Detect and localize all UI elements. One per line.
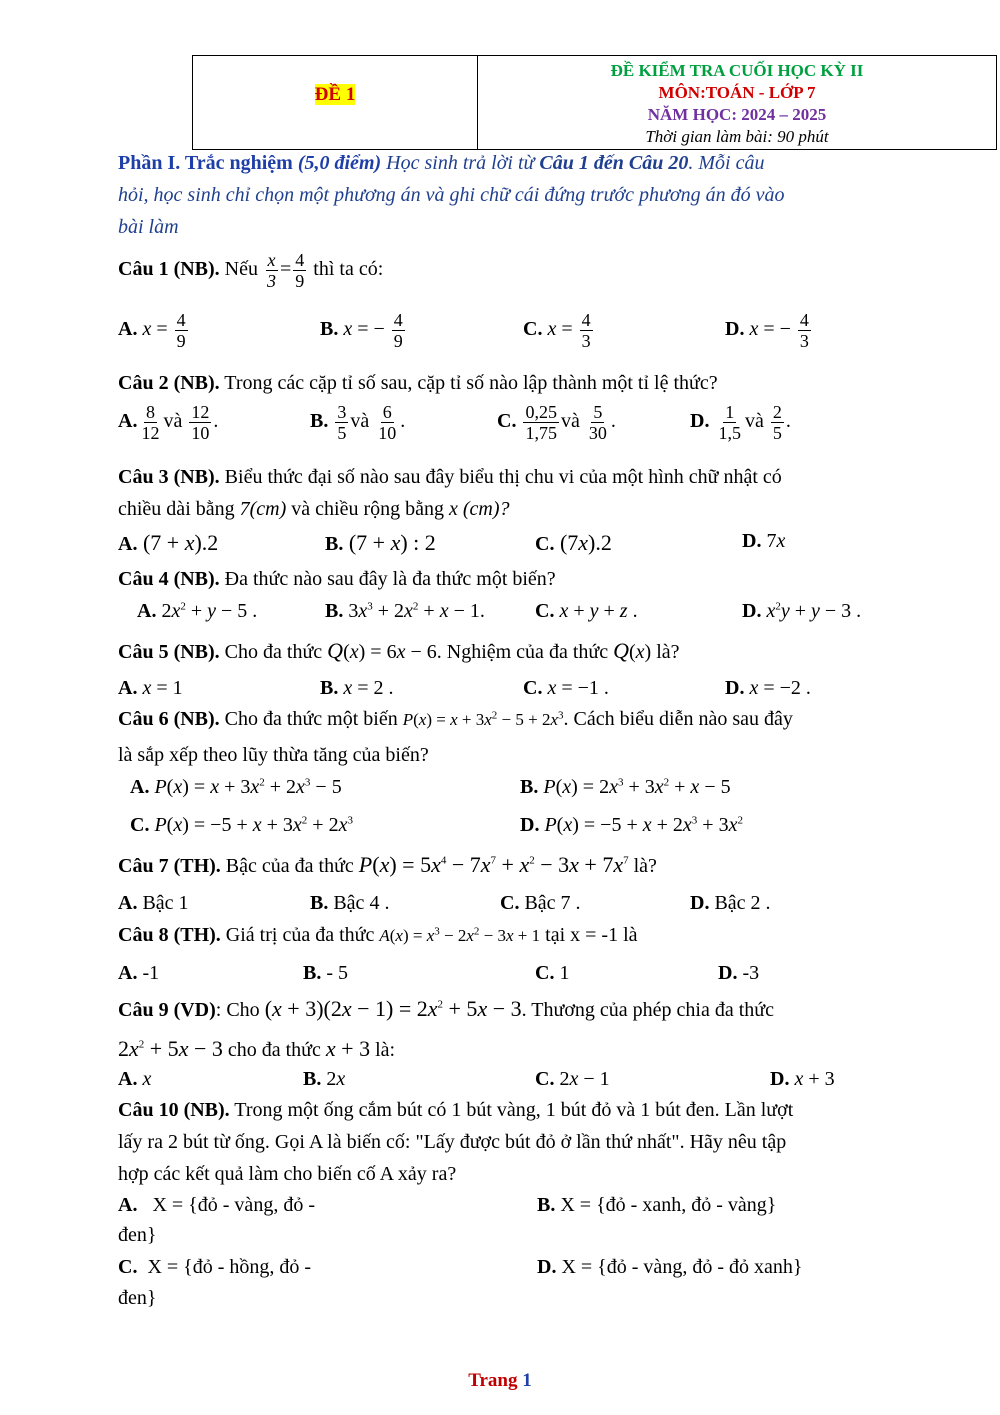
question-2: Câu 2 (NB). Trong các cặp tỉ số sau, cặp tỉ số nào lập thành một tỉ lệ thức? bbox=[118, 372, 718, 394]
q7-option-a[interactable]: A. Bậc 1 bbox=[118, 892, 189, 914]
q5-option-a[interactable]: A. x = 1 bbox=[118, 677, 183, 699]
page-footer: Trang 1 bbox=[468, 1370, 532, 1391]
q5-option-b[interactable]: B. x = 2 . bbox=[320, 677, 394, 699]
q7-option-c[interactable]: C. Bậc 7 . bbox=[500, 892, 581, 914]
q7-option-b[interactable]: B. Bậc 4 . bbox=[310, 892, 390, 914]
question-9: Câu 9 (VD): Cho $(x + 3)(2x - 1) = 2x^2 + 5x - 3$. Thương của phép chia đa thức bbox=[118, 996, 774, 1021]
q8-option-d[interactable]: D. -3 bbox=[718, 962, 760, 984]
q10-option-b[interactable]: B. X = {đỏ - xanh, đỏ - vàng} bbox=[537, 1194, 777, 1216]
q6-option-d[interactable]: D. $P(x) = -5 + x + 2x^3 + 3x^2$ bbox=[520, 814, 743, 836]
q1-option-a[interactable]: A. x = $\frac{4}{9}$ bbox=[118, 310, 186, 351]
question-6-line2: là sắp xếp theo lũy thừa tăng của biến? bbox=[118, 744, 429, 766]
q8-option-a[interactable]: A. -1 bbox=[118, 962, 160, 984]
exam-code: ĐỀ 1 bbox=[314, 84, 356, 105]
q1-option-b[interactable]: B. x = − $\frac{4}{9}$ bbox=[320, 310, 403, 351]
question-1: Câu 1 (NB). Nếu $\frac{x}{3}$ = $\frac{4}{9}$ thì ta có: bbox=[118, 250, 384, 291]
q10-option-a-cont: đen} bbox=[118, 1224, 157, 1246]
part1-instr-line3: bài làm bbox=[118, 216, 179, 238]
q2-option-b[interactable]: B. $\frac{3}{5}$ và $\frac{6}{10}$ . bbox=[310, 402, 406, 443]
question-9-line2: $2x^2 + 5x - 3$ cho đa thức x + 3 là: bbox=[118, 1036, 396, 1061]
q10-option-d[interactable]: D. X = {đỏ - vàng, đỏ - đỏ xanh} bbox=[537, 1256, 803, 1278]
q1-frac-49: $\frac{4}{9}$ bbox=[295, 250, 305, 291]
q1-option-c[interactable]: C. x = $\frac{4}{3}$ bbox=[523, 310, 591, 351]
q1-option-d[interactable]: D. x = − $\frac{4}{3}$ bbox=[725, 310, 809, 351]
question-7: Câu 7 (TH). Bậc của đa thức $P(x) = 5x^4 - 7x^7 + x^2 - 3x + 7x^7$ là? bbox=[118, 852, 657, 877]
q6-option-a[interactable]: A. $P(x) = x + 3x^2 + 2x^3 - 5$ bbox=[130, 776, 342, 798]
question-6: Câu 6 (NB). Cho đa thức một biến $P(x) = x + 3x^2 - 5 + 2x^3$. Cách biểu diễn nào sau đây bbox=[118, 708, 793, 730]
q2-option-d[interactable]: D. $\frac{1}{1,5}$ và $\frac{2}{5}$ . bbox=[690, 402, 791, 443]
q5-option-d[interactable]: D. x = −2 . bbox=[725, 677, 811, 699]
q5-option-c[interactable]: C. x = −1 . bbox=[523, 677, 609, 699]
q10-option-c[interactable]: C. X = {đỏ - hồng, đỏ - bbox=[118, 1256, 312, 1278]
exam-subject: MÔN:TOÁN - LỚP 7 bbox=[658, 83, 816, 102]
q6-option-c[interactable]: C. $P(x) = -5 + x + 3x^2 + 2x^3$ bbox=[130, 814, 353, 836]
q3-option-c[interactable]: C. (7x).2 bbox=[535, 530, 612, 555]
q3-option-d[interactable]: D. 7x bbox=[742, 530, 786, 552]
q10-option-c-cont: đen} bbox=[118, 1287, 157, 1309]
q1-frac-x3: $\frac{x}{3}$ bbox=[267, 250, 276, 291]
question-10-line2: lấy ra 2 bút từ ống. Gọi A là biến cố: "Lấy được bút đỏ ở lần thứ nhất". Hãy nêu tập bbox=[118, 1131, 787, 1153]
q9-option-c[interactable]: C. 2x − 1 bbox=[535, 1068, 610, 1090]
question-8: Câu 8 (TH). Giá trị của đa thức $A(x) = x^3 - 2x^2 - 3x + 1$ tại x = -1 là bbox=[118, 924, 638, 946]
q4-option-d[interactable]: D. $x^2y + y - 3$ . bbox=[742, 600, 862, 622]
q3-option-b[interactable]: B. (7 + x) : 2 bbox=[325, 530, 436, 555]
q9-option-a[interactable]: A. x bbox=[118, 1068, 152, 1090]
q9-option-b[interactable]: B. 2x bbox=[303, 1068, 346, 1090]
header-right-cell bbox=[478, 56, 996, 149]
q4-option-a[interactable]: A. $2x^2 + y - 5$ . bbox=[137, 600, 258, 622]
q2-option-a[interactable]: A. $\frac{8}{12}$ và $\frac{12}{10}$ . bbox=[118, 402, 219, 443]
question-4: Câu 4 (NB). Đa thức nào sau đây là đa thức một biến? bbox=[118, 568, 556, 590]
q9-option-d[interactable]: D. x + 3 bbox=[770, 1068, 835, 1090]
q7-option-d[interactable]: D. Bậc 2 . bbox=[690, 892, 771, 914]
part1-instr-line2: hỏi, học sinh chỉ chọn một phương án và ghi chữ cái đứng trước phương án đó vào bbox=[118, 184, 785, 206]
question-10-line3: hợp các kết quả làm cho biến cố A xảy ra? bbox=[118, 1163, 457, 1185]
header-table bbox=[192, 55, 997, 150]
question-3: Câu 3 (NB). Biểu thức đại số nào sau đây biểu thị chu vi của một hình chữ nhật có bbox=[118, 466, 782, 488]
header-left-cell bbox=[193, 56, 478, 149]
exam-year: NĂM HỌC: 2024 – 2025 bbox=[647, 105, 827, 124]
question-10: Câu 10 (NB). Trong một ống cắm bút có 1 bút vàng, 1 bút đỏ và 1 bút đen. Lần lượt bbox=[118, 1099, 794, 1121]
q4-option-b[interactable]: B. $3x^3 + 2x^2 + x - 1$. bbox=[325, 600, 485, 622]
exam-duration: Thời gian làm bài: 90 phút bbox=[645, 127, 829, 146]
q6-option-b[interactable]: B. $P(x) = 2x^3 + 3x^2 + x - 5$ bbox=[520, 776, 731, 798]
q8-option-c[interactable]: C. 1 bbox=[535, 962, 570, 984]
q4-option-c[interactable]: C. x + y + z . bbox=[535, 600, 638, 622]
question-5: Câu 5 (NB). Cho đa thức Q(x) = 6x − 6. Nghiệm của đa thức Q(x) là? bbox=[118, 638, 680, 663]
question-3-line2: chiều dài bằng 7(cm) và chiều rộng bằng x (cm)? bbox=[118, 498, 510, 520]
q8-option-b[interactable]: B. - 5 bbox=[303, 962, 349, 984]
q3-option-a[interactable]: A. (7 + x).2 bbox=[118, 530, 219, 555]
q10-option-a[interactable]: A. X = {đỏ - vàng, đỏ - bbox=[118, 1194, 315, 1216]
exam-title: ĐỀ KIỂM TRA CUỐI HỌC KỲ II bbox=[610, 61, 864, 80]
part1-heading: Phần I. Trắc nghiệm (5,0 điểm) Học sinh trả lời từ Câu 1 đến Câu 20. Mỗi câu bbox=[118, 152, 765, 174]
q2-option-c[interactable]: C. $\frac{0,25}{1,75}$ và $\frac{5}{30}$ . bbox=[497, 402, 616, 443]
